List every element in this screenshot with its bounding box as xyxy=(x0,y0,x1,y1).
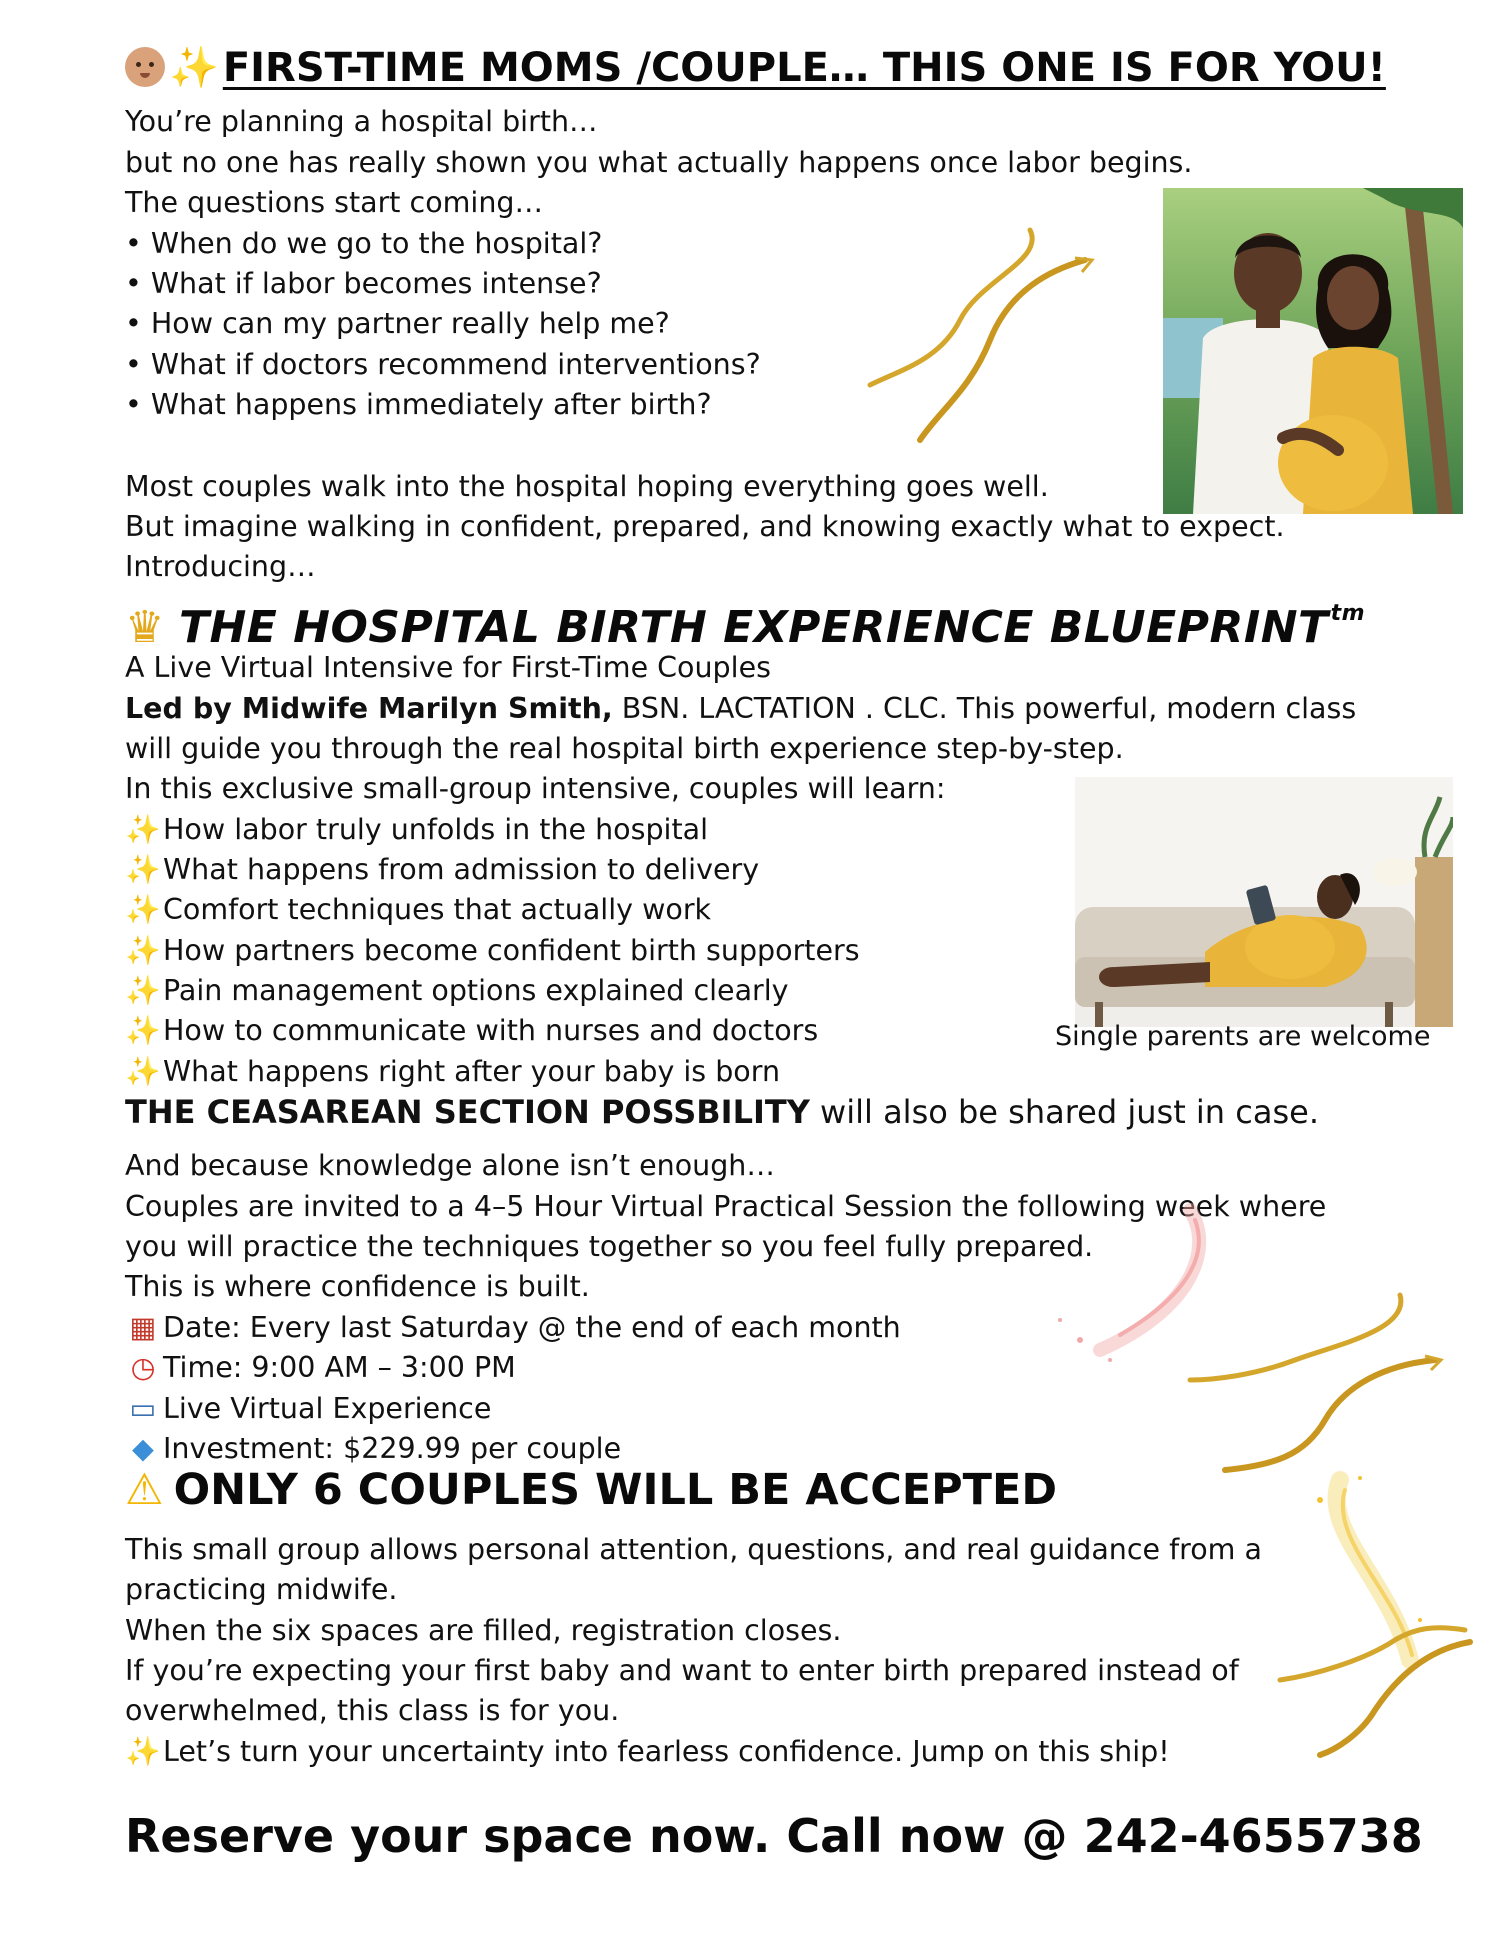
learn-item: ✨How partners become confident birth supporters xyxy=(125,931,860,971)
body-line: This small group allows personal attention, questions, and real guidance from a xyxy=(125,1533,1262,1566)
intro-line: You’re planning a hospital birth… xyxy=(125,105,598,138)
intro-line: The questions start coming… xyxy=(125,186,543,219)
warning-icon: ⚠ xyxy=(125,1465,164,1515)
limit-heading-text: ONLY 6 COUPLES WILL BE ACCEPTED xyxy=(173,1465,1058,1515)
sparkles-icon: ✨ xyxy=(125,934,161,967)
body-line: In this exclusive small-group intensive, couples will learn: xyxy=(125,772,946,805)
body-line: Couples are invited to a 4–5 Hour Virtual Practical Session the following week where xyxy=(125,1190,1327,1223)
photo-caption: Single parents are welcome xyxy=(1055,1021,1431,1052)
sparkles-icon: ✨ xyxy=(169,45,219,91)
limit-heading xyxy=(125,1462,1057,1518)
alarm-clock-icon: ◷ xyxy=(130,1351,156,1384)
detail-time: ◷ Time: 9:00 AM – 3:00 PM xyxy=(125,1348,516,1388)
gold-ribbon-decoration xyxy=(1275,1620,1475,1760)
question-item: • When do we go to the hospital? xyxy=(125,227,603,260)
body-line: Most couples walk into the hospital hoping everything goes well. xyxy=(125,470,1049,503)
sparkles-icon: ✨ xyxy=(125,853,161,886)
led-by-line xyxy=(125,689,1356,729)
sparkles-icon: ✨ xyxy=(125,1055,161,1088)
trademark-mark: tm xyxy=(1330,601,1366,626)
call-to-action: Reserve your space now. Call now @ 242-4655738 xyxy=(125,1809,1423,1863)
question-item: • What if doctors recommend interventions? xyxy=(125,348,761,381)
program-title xyxy=(125,585,1365,657)
instructor-name: Led by Midwife Marilyn Smith, xyxy=(125,692,613,725)
sparkles-icon: ✨ xyxy=(125,1735,161,1768)
learn-item: ✨How labor truly unfolds in the hospital xyxy=(125,810,708,850)
program-title-text: THE HOSPITAL BIRTH EXPERIENCE BLUEPRINT xyxy=(178,602,1329,653)
sparkles-icon: ✨ xyxy=(125,893,161,926)
sparkles-icon: ✨ xyxy=(125,1014,161,1047)
credentials: BSN. LACTATION . CLC. This powerful, modern class xyxy=(612,692,1357,725)
body-line: And because knowledge alone isn’t enough… xyxy=(125,1149,775,1182)
sparkles-icon: ✨ xyxy=(125,974,161,1007)
couple-photo xyxy=(1163,188,1463,514)
detail-price: ◆ Investment: $229.99 per couple xyxy=(125,1429,621,1469)
body-line: When the six spaces are filled, registration closes. xyxy=(125,1614,842,1647)
body-line: If you’re expecting your first baby and want to enter birth prepared instead of xyxy=(125,1654,1239,1687)
final-line: ✨Let’s turn your uncertainty into fearless confidence. Jump on this ship! xyxy=(125,1732,1170,1772)
page-title-text: FIRST-TIME MOMS /COUPLE… THIS ONE IS FOR YOU! xyxy=(222,45,1386,91)
question-item: • What happens immediately after birth? xyxy=(125,388,712,421)
body-line: will guide you through the real hospital birth experience step-by-step. xyxy=(125,732,1124,765)
gem-icon: ◆ xyxy=(132,1432,154,1465)
body-line: overwhelmed, this class is for you. xyxy=(125,1694,620,1727)
body-line: you will practice the techniques together so you feel fully prepared. xyxy=(125,1230,1094,1263)
calendar-icon: ▦ xyxy=(129,1311,157,1344)
learn-item: ✨What happens right after your baby is born xyxy=(125,1052,780,1092)
cesarean-bold: THE CEASAREAN SECTION POSSBILITY xyxy=(125,1093,810,1131)
body-line: This is where confidence is built. xyxy=(125,1270,590,1303)
single-parent-photo xyxy=(1075,777,1453,1027)
detail-format: ▭ Live Virtual Experience xyxy=(125,1389,491,1429)
laptop-icon: ▭ xyxy=(129,1392,157,1425)
learn-item: ✨Pain management options explained clearly xyxy=(125,971,789,1011)
question-item: • What if labor becomes intense? xyxy=(125,267,602,300)
gold-ribbon-decoration xyxy=(860,220,1100,450)
body-line: practicing midwife. xyxy=(125,1573,398,1606)
learn-item: ✨How to communicate with nurses and doctors xyxy=(125,1011,818,1051)
baby-face-icon xyxy=(125,47,165,87)
page-title xyxy=(125,40,1386,96)
detail-date: ▦ Date: Every last Saturday @ the end of each month xyxy=(125,1308,901,1348)
learn-item: ✨What happens from admission to delivery xyxy=(125,850,759,890)
question-item: • How can my partner really help me? xyxy=(125,307,670,340)
program-subtitle: A Live Virtual Intensive for First-Time Couples xyxy=(125,651,771,684)
body-line: Introducing… xyxy=(125,550,316,583)
learn-item: ✨Comfort techniques that actually work xyxy=(125,890,711,930)
cesarean-rest: will also be shared just in case. xyxy=(809,1093,1319,1131)
body-line: But imagine walking in confident, prepared, and knowing exactly what to expect. xyxy=(125,510,1285,543)
crown-icon: ♛ xyxy=(125,602,165,653)
gold-ribbon-decoration xyxy=(1185,1290,1445,1480)
intro-line: but no one has really shown you what actually happens once labor begins. xyxy=(125,146,1193,179)
cesarean-note xyxy=(125,1090,1319,1134)
sparkles-icon: ✨ xyxy=(125,813,161,846)
